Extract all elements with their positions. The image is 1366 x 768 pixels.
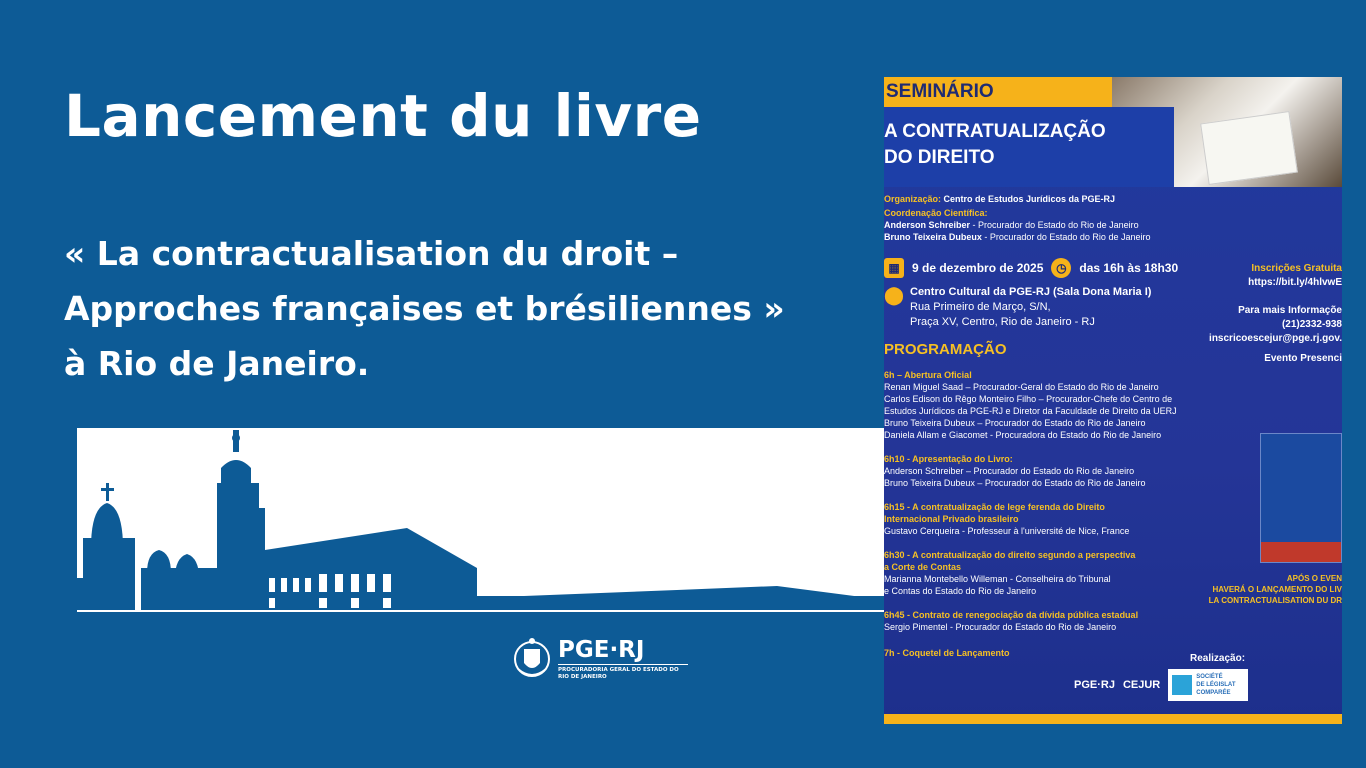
venue: Centro Cultural da PGE-RJ (Sala Dona Maria I) bbox=[910, 286, 1152, 298]
program-5-line-1: Sergio Pimentel - Procurador do Estado do Rio de Janeiro bbox=[884, 622, 1117, 632]
poster-date: 9 de dezembro de 2025 bbox=[912, 261, 1044, 275]
program-2-title: 6h10 - Apresentação do Livro: bbox=[884, 454, 1013, 464]
skyline-silhouette bbox=[77, 428, 885, 612]
program-3-title: 6h15 - A contratualização de lege ferenda do Direito bbox=[884, 502, 1105, 512]
realizacao-label: Realização: bbox=[1190, 653, 1246, 664]
address-line-1: Rua Primeiro de Março, S/N, bbox=[910, 301, 1051, 313]
registration-label: Inscrições Gratuita bbox=[1251, 263, 1342, 274]
program-4-line-1: Marianna Montebello Willeman - Conselheira do Tribunal bbox=[884, 574, 1111, 584]
poster-coordination bbox=[884, 207, 1150, 243]
program-4-title-2: a Corte de Contas bbox=[884, 562, 962, 572]
program-1-line-1: Renan Miguel Saad – Procurador-Geral do Estado do Rio de Janeiro bbox=[884, 382, 1159, 392]
poster-tag: SEMINÁRIO bbox=[884, 77, 1112, 107]
slc-logo bbox=[1168, 669, 1248, 701]
coord-1-role: - Procurador do Estado do Rio de Janeiro bbox=[972, 220, 1139, 230]
headline: Lancement du livre bbox=[64, 82, 702, 150]
info-phone: (21)2332-938 bbox=[1281, 319, 1342, 330]
rio-skyline-illustration bbox=[77, 428, 885, 612]
program-4-title: 6h30 - A contratualização do direito segundo a perspectiva bbox=[884, 550, 1136, 560]
programacao-heading: PROGRAMAÇÃO bbox=[884, 341, 1007, 358]
after-line-3: LA CONTRACTUALISATION DU DR bbox=[1208, 596, 1342, 605]
seminar-poster bbox=[884, 77, 1342, 724]
program-item-4 bbox=[884, 549, 1135, 597]
subtitle-line-1: « La contractualisation du droit – bbox=[64, 234, 679, 273]
info-email: inscricoescejur@pge.rj.gov. bbox=[1209, 333, 1342, 344]
poster-document-image bbox=[1200, 111, 1298, 185]
poster-title-line-2: DO DIREITO bbox=[884, 147, 995, 168]
program-1-title: 6h – Abertura Oficial bbox=[884, 370, 972, 380]
program-1-line-5: Daniela Allam e Giacomet - Procuradora do Estado do Rio de Janeiro bbox=[884, 430, 1162, 440]
slc-line-3: COMPARÉE bbox=[1196, 690, 1231, 696]
program-3-line-1: Gustavo Cerqueira - Professeur à l'université de Nice, France bbox=[884, 526, 1130, 536]
program-4-line-2: e Contas do Estado do Rio de Janeiro bbox=[884, 586, 1037, 596]
subtitle bbox=[64, 226, 884, 391]
program-item-5 bbox=[884, 609, 1138, 633]
book-cover-image bbox=[1260, 433, 1342, 563]
subtitle-line-3: à Rio de Janeiro. bbox=[64, 344, 370, 383]
logo-name: PGE·RJ bbox=[558, 636, 645, 663]
address-line-2: Praça XV, Centro, Rio de Janeiro - RJ bbox=[910, 316, 1095, 328]
coat-of-arms-icon bbox=[512, 635, 552, 683]
program-item-3 bbox=[884, 501, 1129, 537]
org-label: Organização: bbox=[884, 194, 942, 204]
after-line-1: APÓS O EVEN bbox=[1286, 574, 1342, 583]
program-1-line-4: Bruno Teixeira Dubeux – Procurador do Estado do Rio de Janeiro bbox=[884, 418, 1146, 428]
program-3-title-2: Internacional Privado brasileiro bbox=[884, 514, 1019, 524]
program-2-line-2: Bruno Teixeira Dubeux – Procurador do Estado do Rio de Janeiro bbox=[884, 478, 1146, 488]
presencial-label: Evento Presenci bbox=[1264, 353, 1342, 364]
poster-organization bbox=[884, 193, 1115, 205]
clock-icon: ◷ bbox=[1051, 258, 1071, 278]
coord-label: Coordenação Científica: bbox=[884, 208, 988, 218]
poster-after-event bbox=[1209, 573, 1342, 606]
pge-rj-mini-logo: PGE·RJ bbox=[1074, 679, 1115, 691]
location-pin-icon: ⬤ bbox=[884, 284, 905, 305]
logo-subtitle: PROCURADORIA GERAL DO ESTADO DO RIO DE JANEIRO bbox=[558, 664, 688, 681]
coord-1-name: Anderson Schreiber bbox=[884, 220, 971, 230]
registration-link: https://bit.ly/4hlvwE bbox=[1248, 277, 1342, 288]
coord-2-name: Bruno Teixeira Dubeux bbox=[884, 232, 982, 242]
program-item-1 bbox=[884, 369, 1177, 441]
poster-title bbox=[884, 119, 1106, 171]
poster-location bbox=[884, 285, 1151, 330]
program-item-6 bbox=[884, 647, 1010, 659]
program-1-line-2: Carlos Edison do Rêgo Monteiro Filho – Procurador-Chefe do Centro de bbox=[884, 394, 1173, 404]
poster-registration bbox=[1209, 262, 1342, 366]
cejur-logo: CEJUR bbox=[1122, 679, 1161, 691]
after-line-2: HAVERÁ O LANÇAMENTO DO LIV bbox=[1212, 585, 1342, 594]
poster-bottom-bar bbox=[884, 714, 1342, 724]
calendar-icon: ▦ bbox=[884, 258, 904, 278]
poster-time: das 16h às 18h30 bbox=[1079, 261, 1179, 275]
program-5-title: 6h45 - Contrato de renegociação da dívida pública estadual bbox=[884, 610, 1139, 620]
program-6-title: 7h - Coquetel de Lançamento bbox=[884, 648, 1010, 658]
subtitle-line-2: Approches françaises et brésiliennes » bbox=[64, 289, 785, 328]
program-1-line-3: Estudos Jurídicos da PGE-RJ e Diretor da Faculdade de Direito da UERJ bbox=[884, 406, 1177, 416]
slc-line-2: DE LÉGISLAT bbox=[1196, 682, 1236, 688]
info-label: Para mais Informaçõe bbox=[1238, 305, 1342, 316]
program-2-line-1: Anderson Schreiber – Procurador do Estado do Rio de Janeiro bbox=[884, 466, 1135, 476]
program-item-2 bbox=[884, 453, 1146, 489]
coord-2-role: - Procurador do Estado do Rio de Janeiro bbox=[984, 232, 1151, 242]
slc-icon bbox=[1172, 675, 1192, 695]
poster-title-line-1: A CONTRATUALIZAÇÃO bbox=[884, 121, 1106, 142]
poster-date-row bbox=[884, 257, 1214, 279]
slc-line-1: SOCIÉTÉ bbox=[1196, 674, 1223, 680]
org-value: Centro de Estudos Jurídicos da PGE-RJ bbox=[943, 194, 1116, 204]
poster-sponsor-logos bbox=[1074, 669, 1248, 701]
pge-rj-logo bbox=[512, 632, 688, 686]
